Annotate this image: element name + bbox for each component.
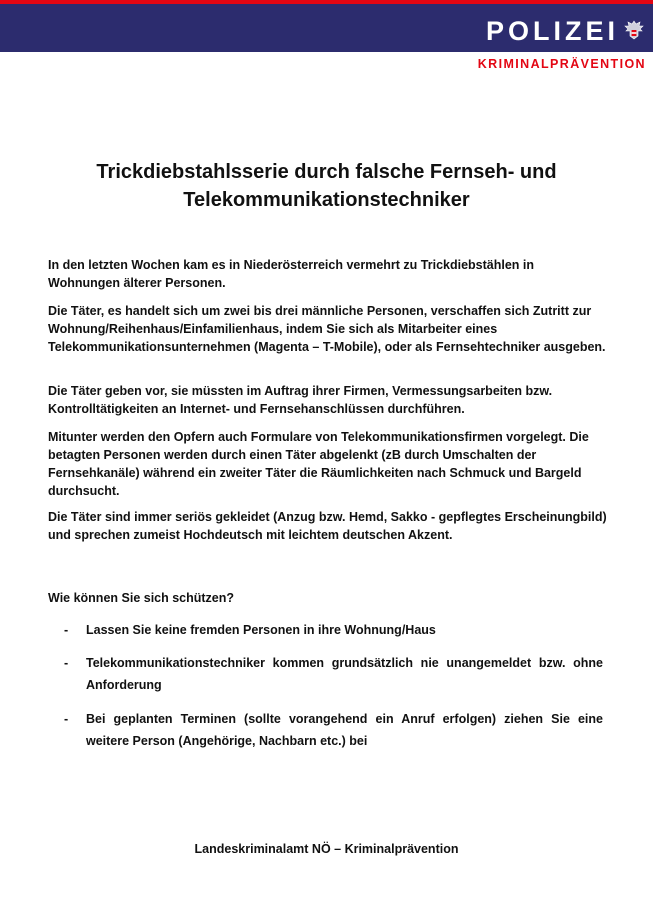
protect-heading: Wie können Sie sich schützen? [48, 591, 235, 605]
list-item-text: Telekommunikationstechniker kommen grundsätzlich nie unangemeldet bzw. ohne Anforderung [86, 656, 603, 692]
list-item-text: Bei geplanten Terminen (sollte vorangehend ein Anruf erfolgen) ziehen Sie eine weitere Person (Angehörige, Nachbarn etc.) bei [86, 712, 603, 748]
title-line-2: Telekommunikationstechniker [183, 189, 470, 211]
page-title [30, 158, 623, 214]
bullet-dash: - [64, 656, 69, 670]
paragraph: In den letzten Wochen kam es in Niederösterreich vermehrt zu Trickdiebstählen in Wohnungen älterer Personen. [48, 258, 535, 290]
eagle-coat-of-arms-icon [623, 18, 645, 42]
bullet-dash: - [64, 712, 69, 726]
title-line-1: Trickdiebstahlsserie durch falsche Fernseh- und [96, 161, 557, 183]
paragraph: Die Täter geben vor, sie müssten im Auftrag ihrer Firmen, Vermessungsarbeiten bzw. Kontrolltätigkeiten an Internet- und Fernsehanschlüssen durchführen. [48, 384, 553, 416]
list-item-text: Lassen Sie keine fremden Personen in ihre Wohnung/Haus [86, 623, 436, 637]
header-bar [0, 4, 653, 52]
polizei-logo-text: POLIZEI [485, 16, 619, 46]
kriminalpraevention-label: KRIMINALPRÄVENTION [477, 57, 646, 71]
bullet-dash: - [64, 623, 69, 637]
paragraph: Mitunter werden den Opfern auch Formulare von Telekommunikationsfirmen vorgelegt. Die betagten Personen werden durch einen Täter abgelenkt (zB durch Umschalten der Fernsehkanäle) während ein zweiter Täter die Räumlichkeiten nach Schmuck und Bargeld durchsucht. [48, 430, 589, 498]
paragraph: Die Täter sind immer seriös gekleidet (Anzug bzw. Hemd, Sakko - gepflegtes Erscheinungbild) und sprechen zumeist Hochdeutsch mit leichtem deutschen Akzent. [48, 510, 607, 542]
footer-text: Landeskriminalamt NÖ – Kriminalprävention [194, 842, 459, 856]
paragraph: Die Täter, es handelt sich um zwei bis drei männliche Personen, verschaffen sich Zutritt zur Wohnung/Reihenhaus/Einfamilienhaus, indem Sie sich als Mitarbeiter eines Telekommunikationsunternehmen (Magenta – T-Mobile), oder als Fernsehtechniker ausgeben. [48, 304, 606, 354]
